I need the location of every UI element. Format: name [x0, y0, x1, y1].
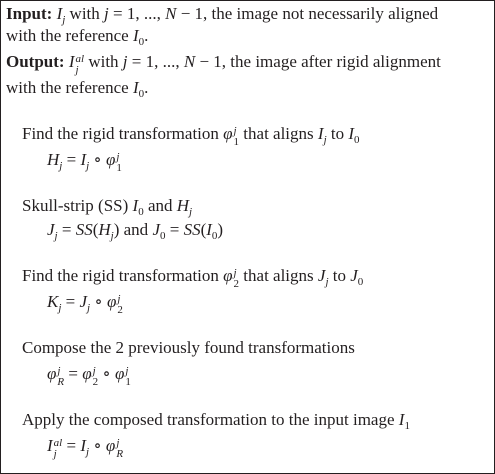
step1-equation: $H_j = I_j$ ∘ φ j 1	[47, 150, 122, 174]
step5-equation: I al j = $I_j$ ∘ φ j R	[47, 436, 124, 460]
output-line-1: Output: I al j with j = 1, ..., N − 1, the image after rigid alignment	[6, 52, 441, 76]
step3-text: Find the rigid transformation φ j 2 that aligns $J_j$ to $J_0$	[22, 266, 364, 290]
step5-text: Apply the composed transformation to the input image $I_1$	[22, 410, 410, 432]
step4-equation: φ j R = φ j 2 ∘ φ j 1	[47, 364, 131, 388]
output-line-2: with the reference $I_0$.	[6, 78, 149, 100]
step2-text: Skull-strip (SS) $I_0$ and $H_j$	[22, 196, 193, 218]
input-line-1: Input: $I_j$ with j = 1, ..., N − 1, the image not necessarily aligned	[6, 4, 439, 26]
input-line-2: with the reference $I_0$.	[6, 26, 149, 48]
step2-equation: $J_j = SS(H_j)$ and $J_0 = SS(I_0)$	[47, 220, 224, 242]
step4-text: Compose the 2 previously found transformations	[22, 338, 355, 357]
top-rule	[0, 0, 495, 1]
step3-equation: $K_j = J_j$ ∘ φ j 2	[47, 292, 123, 316]
input-label: Input:	[6, 4, 53, 23]
output-label: Output:	[6, 52, 65, 71]
step1-text: Find the rigid transformation φ j 1 that aligns $I_j$ to $I_0$	[22, 124, 360, 148]
